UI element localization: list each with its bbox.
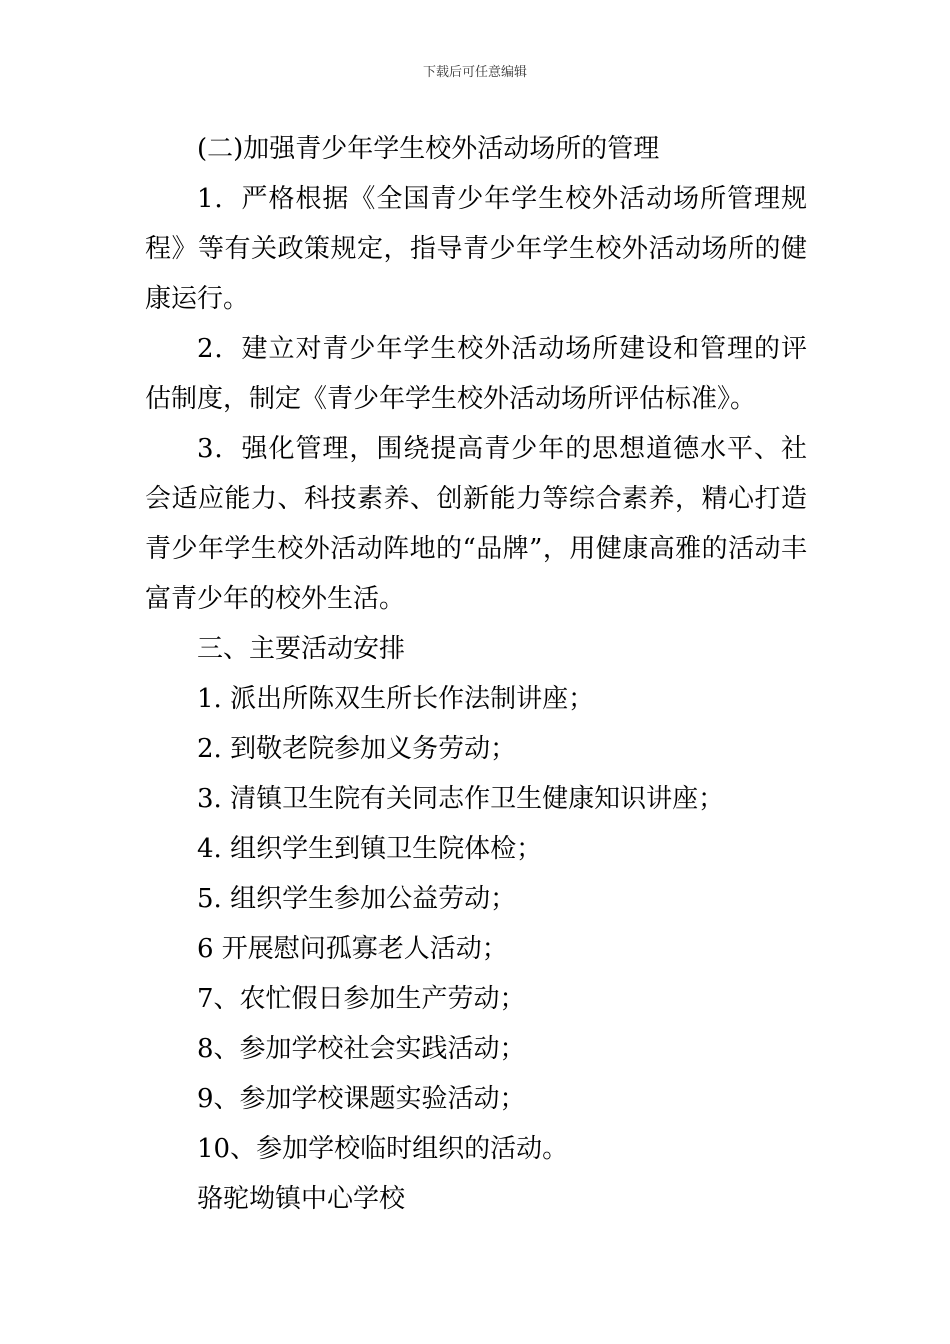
activity-list-item: 10、参加学校临时组织的活动。 [197, 1134, 569, 1164]
activity-list-item: 3. 清镇卫生院有关同志作卫生健康知识讲座； [197, 784, 725, 814]
activity-list-item: 4. 组织学生到镇卫生院体检； [197, 834, 543, 864]
paragraph-item-1: 1．严格根据《全国青少年学生校外活动场所管理规程》等有关政策规定，指导青少年学生校外活动场所的健康运行。 [145, 184, 807, 314]
activity-list-item: 2. 到敬老院参加义务劳动； [197, 734, 517, 764]
section-title-management: (二)加强青少年学生校外活动场所的管理 [197, 134, 660, 164]
activity-list-item: 8、参加学校社会实践活动； [197, 1034, 526, 1064]
activity-list-item: 9、参加学校课题实验活动； [197, 1084, 526, 1114]
signature-school-name: 骆驼坳镇中心学校 [197, 1184, 406, 1214]
activity-list-item: 6 开展慰问孤寡老人活动； [197, 934, 508, 964]
paragraph-item-3: 3．强化管理，围绕提高青少年的思想道德水平、社会适应能力、科技素养、创新能力等综合素养，精心打造青少年学生校外活动阵地的“品牌”，用健康高雅的活动丰富青少年的校外生活。 [145, 434, 807, 614]
activity-list-item: 1. 派出所陈双生所长作法制讲座； [197, 684, 595, 714]
activity-list-item: 5. 组织学生参加公益劳动； [197, 884, 517, 914]
section-title-activities: 三、主要活动安排 [197, 634, 406, 664]
page-header-note: 下载后可任意编辑 [422, 65, 527, 80]
paragraph-item-2: 2．建立对青少年学生校外活动场所建设和管理的评估制度，制定《青少年学生校外活动场所评估标准》。 [145, 334, 807, 414]
document-body [145, 124, 807, 1224]
activity-list-item: 7、农忙假日参加生产劳动； [197, 984, 526, 1014]
